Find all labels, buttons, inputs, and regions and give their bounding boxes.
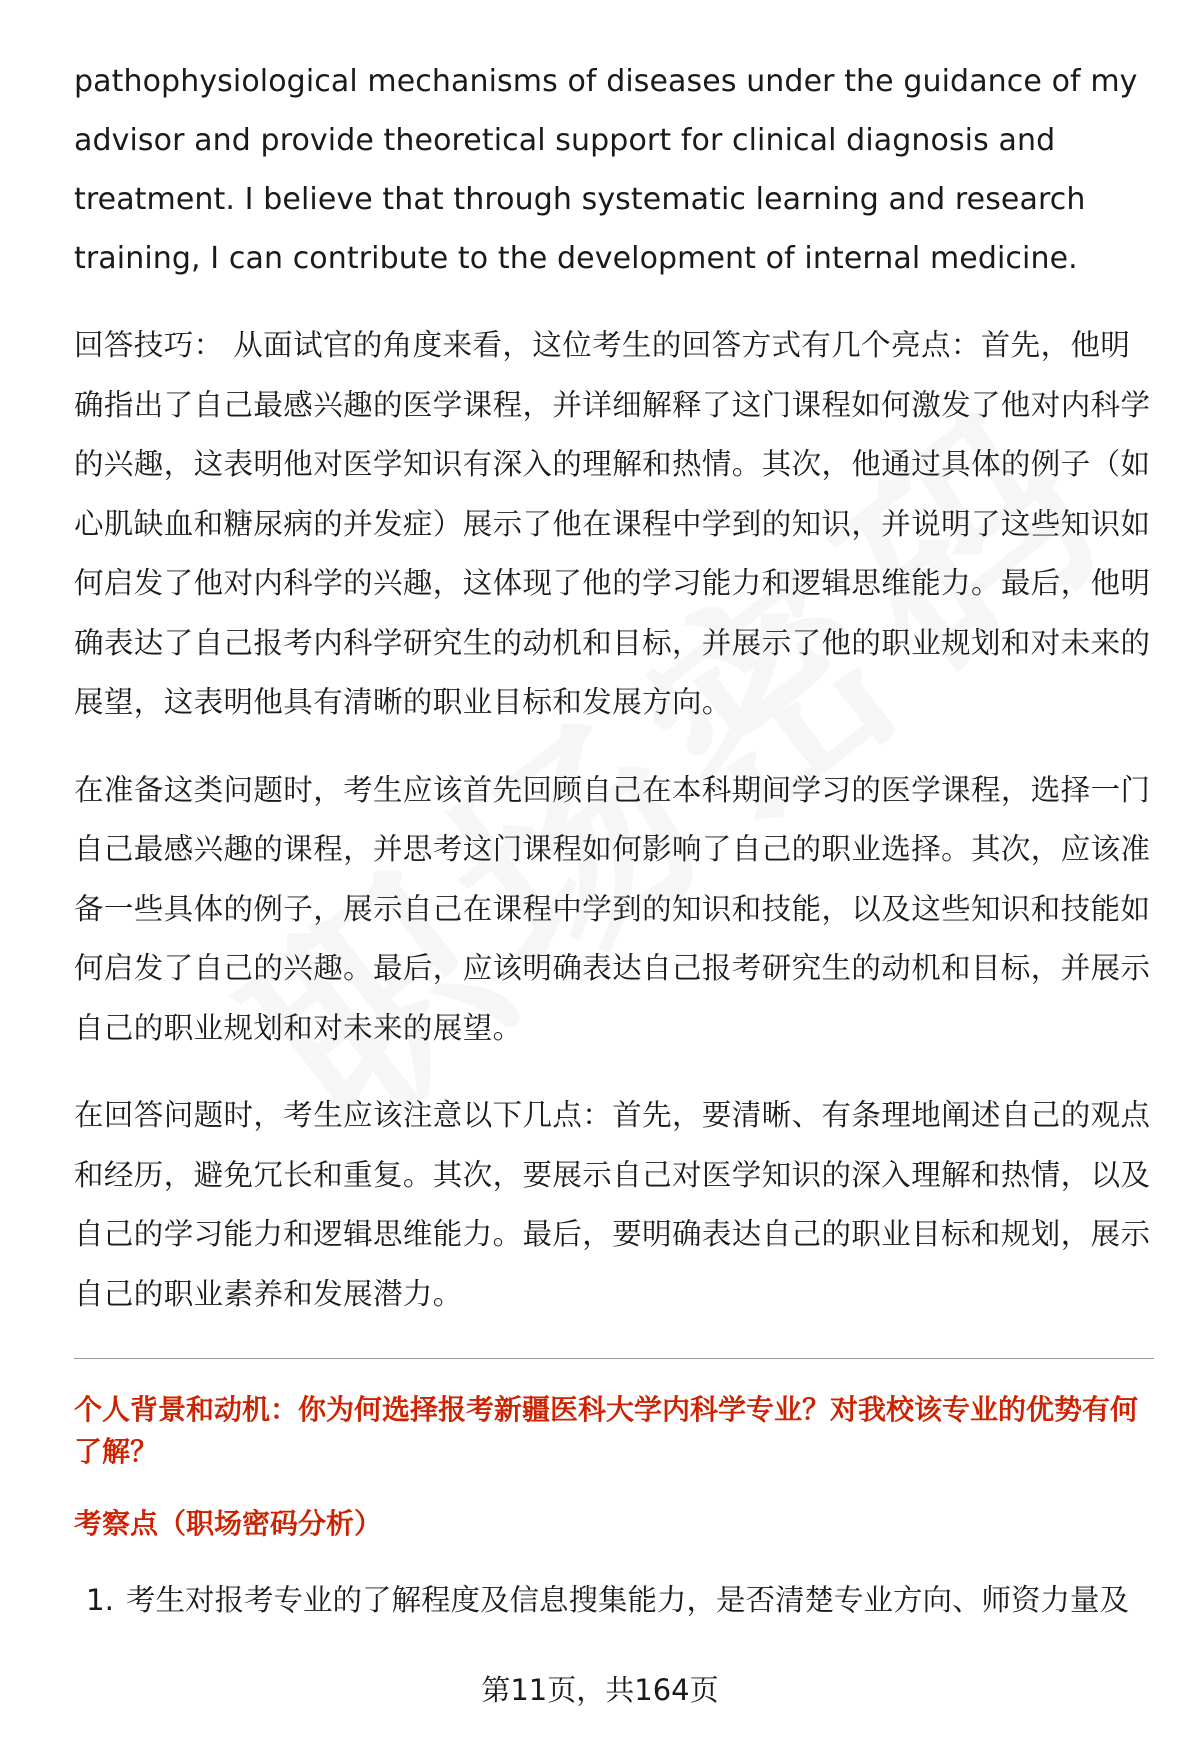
question-heading: 个人背景和动机：你为何选择报考新疆医科大学内科学专业？对我校该专业的优势有何了解？ — [74, 1393, 1139, 1468]
assessment-points-heading: 考察点（职场密码分析） — [74, 1507, 383, 1540]
paragraph-preparation-advice: 在准备这类问题时，考生应该首先回顾自己在本科期间学习的医学课程，选择一门自己最感兴趣的课程，并思考这门课程如何影响了自己的职业选择。其次，应该准备一些具体的例子，展示自己在课程中学到的知识和技能，以及这些知识和技能如何启发了自己的兴趣。最后，应该明确表达自己报考研究生的动机和目标，并展示自己的职业规划和对未来的展望。 — [74, 772, 1151, 1045]
assessment-points-list — [74, 1571, 1154, 1630]
page-number-footer: 第11页，共164页 — [481, 1673, 719, 1707]
list-item-number: 1. — [85, 1583, 114, 1617]
paragraph-answering-notes: 在回答问题时，考生应该注意以下几点：首先，要清晰、有条理地阐述自己的观点和经历，避免冗长和重复。其次，要展示自己对医学知识的深入理解和热情，以及自己的学习能力和逻辑思维能力。最后，要明确表达自己的职业目标和规划，展示自己的职业素养和发展潜力。 — [74, 1098, 1151, 1311]
paragraph-answer-tail: pathophysiological mechanisms of diseases under the guidance of my advisor and provide theoretical support for clinical diagnosis and treatment. I believe that through systematic learning and research training, I can contribute to the development of internal medicine. — [74, 64, 1138, 276]
paragraph-answer-tips: 回答技巧： 从面试官的角度来看，这位考生的回答方式有几个亮点：首先，他明确指出了自己最感兴趣的医学课程，并详细解释了这门课程如何激发了他对内科学的兴趣，这表明他对医学知识有深入的理解和热情。其次，他通过具体的例子（如心肌缺血和糖尿病的并发症）展示了他在课程中学到的知识，并说明了这些知识如何启发了他对内科学的兴趣，这体现了他的学习能力和逻辑思维能力。最后，他明确表达了自己报考内科学研究生的动机和目标，并展示了他的职业规划和对未来的展望，这表明他具有清晰的职业目标和发展方向。 — [74, 328, 1151, 719]
section-divider — [74, 1358, 1154, 1359]
list-item — [74, 1571, 1154, 1630]
list-item-text: 考生对报考专业的了解程度及信息搜集能力，是否清楚专业方向、师资力量及 — [126, 1583, 1130, 1617]
page-content — [74, 52, 1154, 1630]
